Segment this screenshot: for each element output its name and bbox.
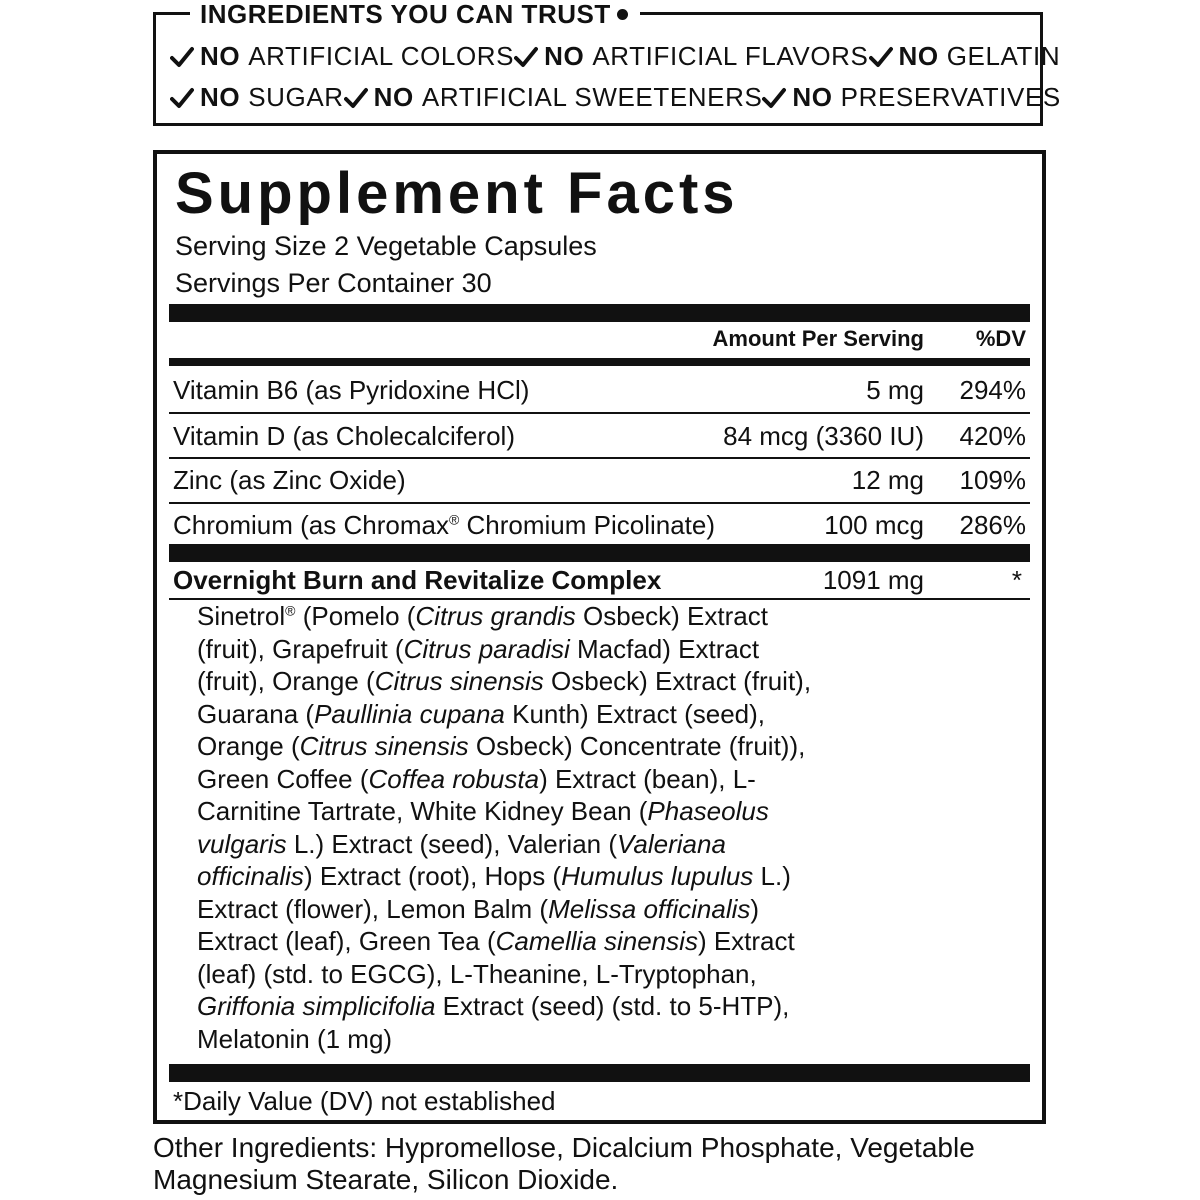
checkmark-icon [762,86,786,110]
claim-no-artificial-flavors: NO ARTIFICIAL FLAVORS [514,41,868,72]
header-amount-per-serving: Amount Per Serving [712,326,924,351]
medium-divider [169,358,1030,366]
claim-no-preservatives: NO PRESERVATIVES [762,82,1060,113]
nutrient-amount: 84 mcg (3360 IU) [723,421,924,451]
ingredients-trust-box [153,12,1061,126]
thick-divider [169,304,1030,322]
thick-divider [169,1064,1030,1082]
header-dv: %DV [975,326,1026,351]
nutrient-dv: 294% [959,375,1026,405]
nutrient-row [173,503,1026,547]
nutrient-dv: 286% [959,510,1026,540]
checkmark-icon [170,86,194,110]
checkmark-icon [514,45,538,69]
checkmark-icon [869,45,893,69]
nutrient-name: Vitamin B6 (as Pyridoxine HCl) [173,375,530,405]
facts-title: Supplement Facts [175,161,739,226]
serving-size: Serving Size 2 Vegetable Capsules [175,231,597,261]
servings-per-container: Servings Per Container 30 [175,268,492,298]
trust-claims-row-1 [170,41,1061,72]
nutrient-amount: 5 mg [866,375,924,405]
nutrient-name: Chromium (as Chromax® Chromium Picolinate) [173,510,716,540]
complex-dv: * [1011,565,1022,595]
complex-ingredients-text: Sinetrol® (Pomelo (Citrus grandis Osbeck) Extract (fruit), Grapefruit (Citrus paradisi Macfad) Extract (fruit), Orange (Citrus sinensis Osbeck) Extract (fruit), Guarana (Paullinia cupana Kunth) Extract (seed), Orange (Citrus sinensis Osbeck) Concentrate (fruit)), Green Coffee (Coffea robusta) Extract (bean), L-Carnitine Tartrate, White Kidney Bean (Phaseolus vulgaris L.) Extract (seed), Valerian (Valeriana officinalis) Extract (root), Hops (Humulus lupulus L.) Extract (flower), Lemon Balm (Melissa officinalis) Extract (leaf), Green Tea (Camellia sinensis) Extract (leaf) (std. to EGCG), L-Theanine, L-Tryptophan, Griffonia simplicifolia Extract (seed) (std. to 5-HTP), Melatonin (1 mg) [197,601,812,1054]
nutrient-row [173,414,1026,458]
supplement-facts-panel [153,150,1046,1124]
claim-no-artificial-colors: NO ARTIFICIAL COLORS [170,41,514,72]
nutrient-row [173,458,1026,502]
trust-box-title: INGREDIENTS YOU CAN TRUST [190,0,640,28]
claim-no-gelatin: NO GELATIN [869,41,1061,72]
nutrient-dv: 420% [959,421,1026,451]
claim-no-artificial-sweeteners: NO ARTIFICIAL SWEETENERS [344,82,763,113]
complex-amount: 1091 mg [822,565,924,595]
nutrient-dv: 109% [959,465,1026,495]
checkmark-icon [344,86,368,110]
other-ingredients: Other Ingredients: Hypromellose, Dicalcium Phosphate, Vegetable Magnesium Stearate, Silicon Dioxide. [153,1132,975,1195]
checkmark-icon [170,45,194,69]
trust-claims-row-2 [170,82,1061,113]
complex-row [173,558,1026,602]
nutrient-name: Vitamin D (as Cholecalciferol) [173,421,515,451]
dv-footnote: *Daily Value (DV) not established [173,1086,556,1116]
claim-no-sugar: NO SUGAR [170,82,344,113]
nutrient-amount: 100 mcg [824,510,924,540]
bullet-dot-icon [617,9,628,20]
nutrient-name: Zinc (as Zinc Oxide) [173,465,406,495]
complex-name: Overnight Burn and Revitalize Complex [173,565,662,595]
nutrient-amount: 12 mg [851,465,924,495]
nutrient-row [173,368,1026,412]
